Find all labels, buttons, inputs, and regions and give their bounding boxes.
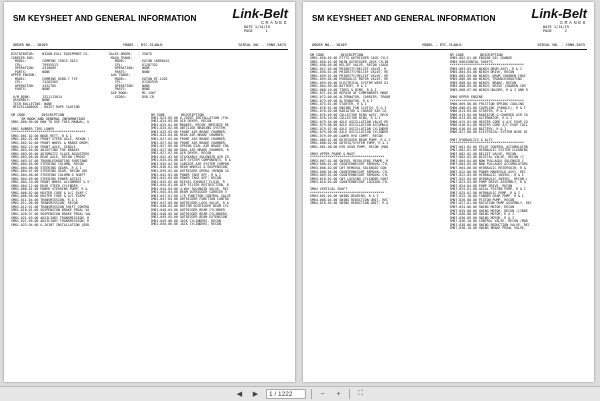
sm-code-list: SM01-050-05.00 PITTS OUTRIGGER JACK CYLI SM01-050-01.00 MAIN OUTRIGGER JACK CYLIN SM01-050-04.00 RELIEF VALVE, RECON (SAGA SM01-057-03.00 PRIORITY/RELIEF VALVE, R SM01-058-01.00 PRIORITY/RELIEF VALVE, RE SM01-059-01.00 PRIORITY/RELIEF VALVE, RE SM01-059-04.00 HYDRAULIC MOTOR VALVE, RE SM01-059-05.00 ELECTRICAL SYSTEM WIRE DI SM01-064-09.00 BATTERY, R & I SM01-068-10.00 TIRES & RIMS, R & I SM01-071-04.00 REPAIR OF COMPONENTS MADE SM01-072-00.00 ALTERNATOR, CARRIER, TROUB SM01-073-05.00 ALTERNATOR, R & I SM01-075-01.00 STARTER, R & I SM01-076-01.00 ENGINE FAN CLUTCH, R & I SM01-076-05.00 RADIATOR & CHARGE AIR CO SM01-076-09.00 COLLECTOR RING ASSY, RECO SM01-076-10.00 COLLECTOR RING, R & I SM01-079-04.00 AXLE OSCILLATION VALVE RE SM01-079-06.00 AXLE OSCILLATION ACCUMULA SM01-079-07.00 AXLE OSCILLATION CYLINDER SM01-079-08.00 AXLE OSCILLATION CYLINDER SM01-079-09.00 LOWER HYD COMPT, RECON SM01-080-01.00 OUTRIGGER BEAM PUMP, R & I SM01-080-02.00 OUTRIG/SYSTEM PUMP, R & I SM01-081-08.00 HYD GEAR PUMP, RECON (MOD SM03 UPPER FRAME & MAST ************************************** SM03-007-01.00 SWIVEL REVOLVING FRAME, R SM03-008-01.00 COUNTERWEIGHT REMOVAL CYL SM03-008-02.00 CWT REMOVAL SOLENOID CON SM03-008-04.00 COUNTERWEIGHT REMOVAL CYL SM03-009-01.00 COUNTERWEIGHT REMOVAL CYL SM03-010-01.00 CWT LOCKING CYLINDER CONT SM03-010-04.00 COUNTERWEIGHT LOCKING CYL SM04 VERTICAL SHAFT ************************************** SM04-001-05.00 SWING BEARING, R & I SM04-008-04.00 SWING REDUCTION UNIT, REC SM04-010-04.00 SWING REDUCTION UNIT, R & bbox=[310, 56, 391, 206]
machine-info-block: DISTRIBUTOR: NIXON-EGLI EQUIPMENT CO. SALES ORDER: 25875 CARRIER ENG: MAIN TRANS: MODEL: CUMMINS ISB15 2013 MODEL: EATON 16BS8441 CPL: 79955513 CPL: K1287352 OPERATION: 4310009 OPERATION: NONE PARTS: NONE PARTS: NONE UPPER ENGINE: AUX TRANS: MODEL: CUMMINS QSB6.7 T4F MODEL: EATON RT-1202 CPL: 74202565 CPL: K1285939 OPERATION: 4332785 OPERATION: NONE PARTS: NONE PARTS: NONE AXE BOOK: MC-1407 O/M BOOK: 1321113014 VIDEO: DVD-CR ASSEMBLY: NONE TECH BULLETINS: NONE MISCELLANEOUS - HOIST ROPE CAUTION bbox=[11, 52, 170, 110]
sm-code-list: SM01-000-00.00 HOW TO USE THIS MANUAL, U SM01 RUBBER TIRE LOWER ************************************** SM01-001-02.00 NOOK RETT, B & I SM01-002-01.00 FRONT STEER AXLE, REXON ( SM01-002-02.00 FRONT WHEEL & BRAKE DRUM, SM01-002-13.00 FRONT AXLE, SINGLE SM01-003-04.00 ADJUSTING THE BRAKES SM01-003-05.00 AUTOMATIC SLACK ADJUSTERS SM01-003-06.00 REAR AXLE, RECON (PROSS SM01-003-07.00 TROUBLESHOOTING SHEETAND SM01-004-05.00 STEERING COLUMN, RECON SM01-004-06.00 STEERING GEARS, R & I SM01-004-07.00 STEERING GEAR, RECON (NS SM01-004-08.00 STEERING COLUMN & SHAFT SM01-004-09.00 STEERING POWER ASSIST SM01-004-10.00 FRONT WHEEL ALIGNMENT & S SM01-004-12.00 REAR STEER CYLINDER, SM01-006-01.00 POWER STEERING PUMP, R & SM01-006-02.00 HEATER CORE & A/C EVAP C SM01-006-06.00 HEATER CORE & A/C EVAPO SM01-011-04.00 TRANSMISSION, R & I SM01-011-06.00 TRANSMISSION, RECON SM01-012-01.00 TRANSMISSION SHIFT CONTRO SM01-016-01.00 SUSPENSION BRAKE PEDAL VA SM01-020-07.00 SUSPENSION BRAKE PEDAL VAL SM01-021-03.00 AUXILIARY TRANSMISSION, R SM01-021-05.00 AUXILIARY TRANSMISSION, R SM01-023-04.00 U-JOINT INSTALLATION (DOU bbox=[11, 119, 92, 227]
zoom-out-button[interactable]: − bbox=[320, 390, 325, 398]
sm-code-list: SM05-002-01.00 ENGINE OIL CHANGE SM05 HORIZONTAL SHAFTS ************************************** SM05-003-03.00 WINCH DRUM ASSY, R & I SM05-004-04.00 WINCH DRIVE, RECON SM05-005-05.00 WINCH, DRUM (SHAREN CHAI SM05-006-00.00 WINCH, TROUBLESHOOTING SM05-008-04.00 WINCH, BRAKE, RECON SM05-008-05.00 WINCH, DRIVE (SHAREN CBS SM05-008-07.00 WINCH HOLDER, R & I AND R SM06 UPPER ENGINE ************************************** SM06-009-00.00 FRICTION SPRING COOLING SM06-008-01.00 COUPLING (PANGLE), R & I SM06-013-03.00 STARTER, R & I SM06-013-04.00 RADIATOR & CHARGED AIR CO SM06-013-05.00 ALTERNATOR, R & I SM06-015-01.00 HEATER CORE & A/C EVAP CO SM06-016-01.00 HEATER CORE A/C EVAP COIL SM06-016-05.00 BATTERY, R & I SM06-027-00.00 ELECTRICAL SYSTEM WIRE DI SM07 HYDRAULICS & ALTS ************************************** SM07-001-02.00 PILOT CONTROL ACCUMULATOR SM07-002-01.00 HYDRAULIC SYSTEM CLEANING SM07-002-02.00 RELIEF VALVE, RECON SM07-002-03.00 DIGITAL VALVE, RECON (C SM07-004-04.00 NOW PULLAGUS SOLENOID C SM07-004-05.00 NOW PULLAGUS ACCUMULATORS SM07-004-06.00 HYDRAULIC RESERVOIR, R & SM07-022-00.00 POWER MANIFOLD ASSY, REC SM07-022-03.00 HYDRAULIC SWIVEL, R & I SM07-022-04.00 HYDRAULIC SWIVEL, RECON ( SM07-023-03.00 PUMP DRIVE ASSEMBLY, R & SM07-024-04.00 PUMP DRIVE, RECON SM07-025-01.00 AXIAL PISTON PUMP, R & I SM07-025-02.00 HYDRAULIC PUMP, R & I SM07-025-10.00 TANDEM GEAR PUMP, R & I SM07-026-00.00 PISTON PUMP, RECON SM07-027-01.00 ROTATION PUMP ASSEMBLY, REC SM07-034-06.00 SWING MOTOR, RECON SM07-035-00.00 SWING MOTOR, RECON (LINDE SM07-036-08.00 SWING MOTOR, R & I SM07-036-09.00 SWING MOTOR, R & I SM07-036-10.00 CONTROL VALVE, RECON (MOD SM07-038-06.00 SWING REDUCTION VALVE, REC SM07-038-10.00 SWING BRAKE PEDAL VALVE, bbox=[449, 56, 532, 231]
page-number-input[interactable]: 1 / 1222 bbox=[266, 389, 306, 399]
order-number: ORDER NO.- J8109 bbox=[13, 43, 48, 47]
date-page-block bbox=[543, 25, 583, 34]
pdf-viewer-toolbar bbox=[0, 386, 600, 401]
page-title: SM KEYSHEET AND GENERAL INFORMATION bbox=[312, 14, 496, 23]
logo-text: Link-Belt bbox=[232, 6, 288, 21]
sm-column-2 bbox=[450, 53, 588, 231]
logo-subtext: CRANES bbox=[559, 20, 587, 25]
column-header: SM CODE DESCRIPTION bbox=[449, 53, 503, 57]
page-number: 1 bbox=[265, 29, 268, 34]
order-number: ORDER NO.- J8109 bbox=[312, 43, 347, 47]
date-label: DATE 1/14/19 bbox=[543, 25, 569, 29]
order-line bbox=[310, 43, 587, 47]
page-header bbox=[11, 6, 288, 34]
sm-code-list: SM01-023-05.00 U-JOINT INSTALLATION (FUL SM01-024-03.00 AIR DRYER, RECON SM01-025-01.00 BRAKES, RECON (MERIDIE RE SM01-025-02.00 ANTILOCK BRAKING SYSTEM, SM01-025-03.00 FRONT AIR BRAKE CHAMBER, SM01-025-04.00 REAR AIR BRAKE CHAMBER, SM01-027-03.00 FRONT AIR BRAKE CHAMBER, SM01-027-04.00 FRONT AIR BRAKE CHAMBER, SM01-027-05.00 SPRING DIAL AIR BRAKE CHA SM01-027-06.00 DUAL AIR BRAKE CHAMBER, R SM01-027-07.00 AIR DRYER, RECON SM01-032-02.00 STACKABLE SOLENOID AIR CO SM01-034-04.00 AIR SYSTEM COMPONENTS, R & SM01-035-02.00 CABSIDE AIR SYSTEM COMPON SM01-036-01.00 REAR WHEELS & SUSPENSION, SM01-039-02.00 OUTRIGGER OPERA (RENON CA SM01-042-01.00 POWER TAKE OFF, R & I SM01-042-04.00 POWER TAKE OFF, RECON SM01-043-02.00 DIESEL EXHAUST FLUID, R SM01-044-01.00 AIR FILTER RESTRICTION, R SM01-044-04.00 4-WAY SOLENOID VALVE, REC SM01-045-04.00 BEAM OUTRIGGER CARRIER V SM01-047-01.00 C/R FUNCTION CONTROL VALVE SM01-047-04.00 OUTRIGGER FUNCTION CONTRO SM01-047-05.00 OUTRIGGER LOCK VALVE, R & SM01-048-03.00 BOTTOM OUTRIGGER BEAM CYL SM01-048-04.00 OUTRIGGER BEAM CYLINDER SM01-048-05.00 OUTRIGGER BEAM CYLINDERS, SM01-049-05.00 OUTRIGGER BEAM EXTENSION SM01-049-06.00 JACK CYLINDERS, RECON SM01-050-06.00 JACK CYLINDERS, RECON bbox=[150, 115, 231, 227]
sm-code-columns bbox=[11, 113, 288, 227]
toolbar-separator bbox=[349, 389, 350, 399]
header-rule bbox=[310, 49, 587, 50]
zoom-in-button[interactable]: + bbox=[336, 390, 341, 398]
page-header bbox=[310, 6, 587, 34]
next-page-button[interactable]: ▶ bbox=[252, 391, 259, 398]
date-page-block bbox=[244, 25, 284, 34]
column-header: SM CODE DESCRIPTION SM BOOK AND GENERAL INFORMATION bbox=[11, 112, 85, 121]
document-page-2 bbox=[303, 2, 594, 382]
model: MODEL - RTC-3140LR bbox=[123, 43, 163, 47]
logo-subtext: CRANES bbox=[260, 20, 288, 25]
page-label: PAGE bbox=[244, 29, 253, 34]
header-rule bbox=[11, 49, 288, 50]
order-line bbox=[11, 43, 288, 47]
page-title: SM KEYSHEET AND GENERAL INFORMATION bbox=[13, 14, 197, 23]
link-belt-logo bbox=[232, 8, 288, 25]
serial-number: SERIAL NO. - J9N9-5875 bbox=[537, 43, 585, 47]
sm-column-2 bbox=[151, 113, 289, 227]
sm-code-columns bbox=[310, 53, 587, 231]
serial-number: SERIAL NO. - J9N9-5875 bbox=[238, 43, 286, 47]
column-header: SM CODE DESCRIPTION bbox=[150, 112, 204, 117]
sm-column-1 bbox=[11, 113, 149, 227]
model: MODEL - RTC-3140LR bbox=[422, 43, 462, 47]
document-page-1 bbox=[4, 2, 295, 382]
page-label: PAGE bbox=[543, 29, 552, 34]
fit-page-icon[interactable]: ⛶ bbox=[358, 390, 363, 397]
toolbar-separator bbox=[311, 389, 312, 399]
page-number: 2 bbox=[564, 29, 567, 34]
column-header: SM CODE DESCRIPTION bbox=[310, 53, 364, 57]
logo-text: Link-Belt bbox=[531, 6, 587, 21]
link-belt-logo bbox=[531, 8, 587, 25]
previous-page-button[interactable]: ◀ bbox=[236, 391, 243, 398]
sm-column-1 bbox=[310, 53, 448, 231]
date-label: DATE 1/14/19 bbox=[244, 25, 270, 29]
